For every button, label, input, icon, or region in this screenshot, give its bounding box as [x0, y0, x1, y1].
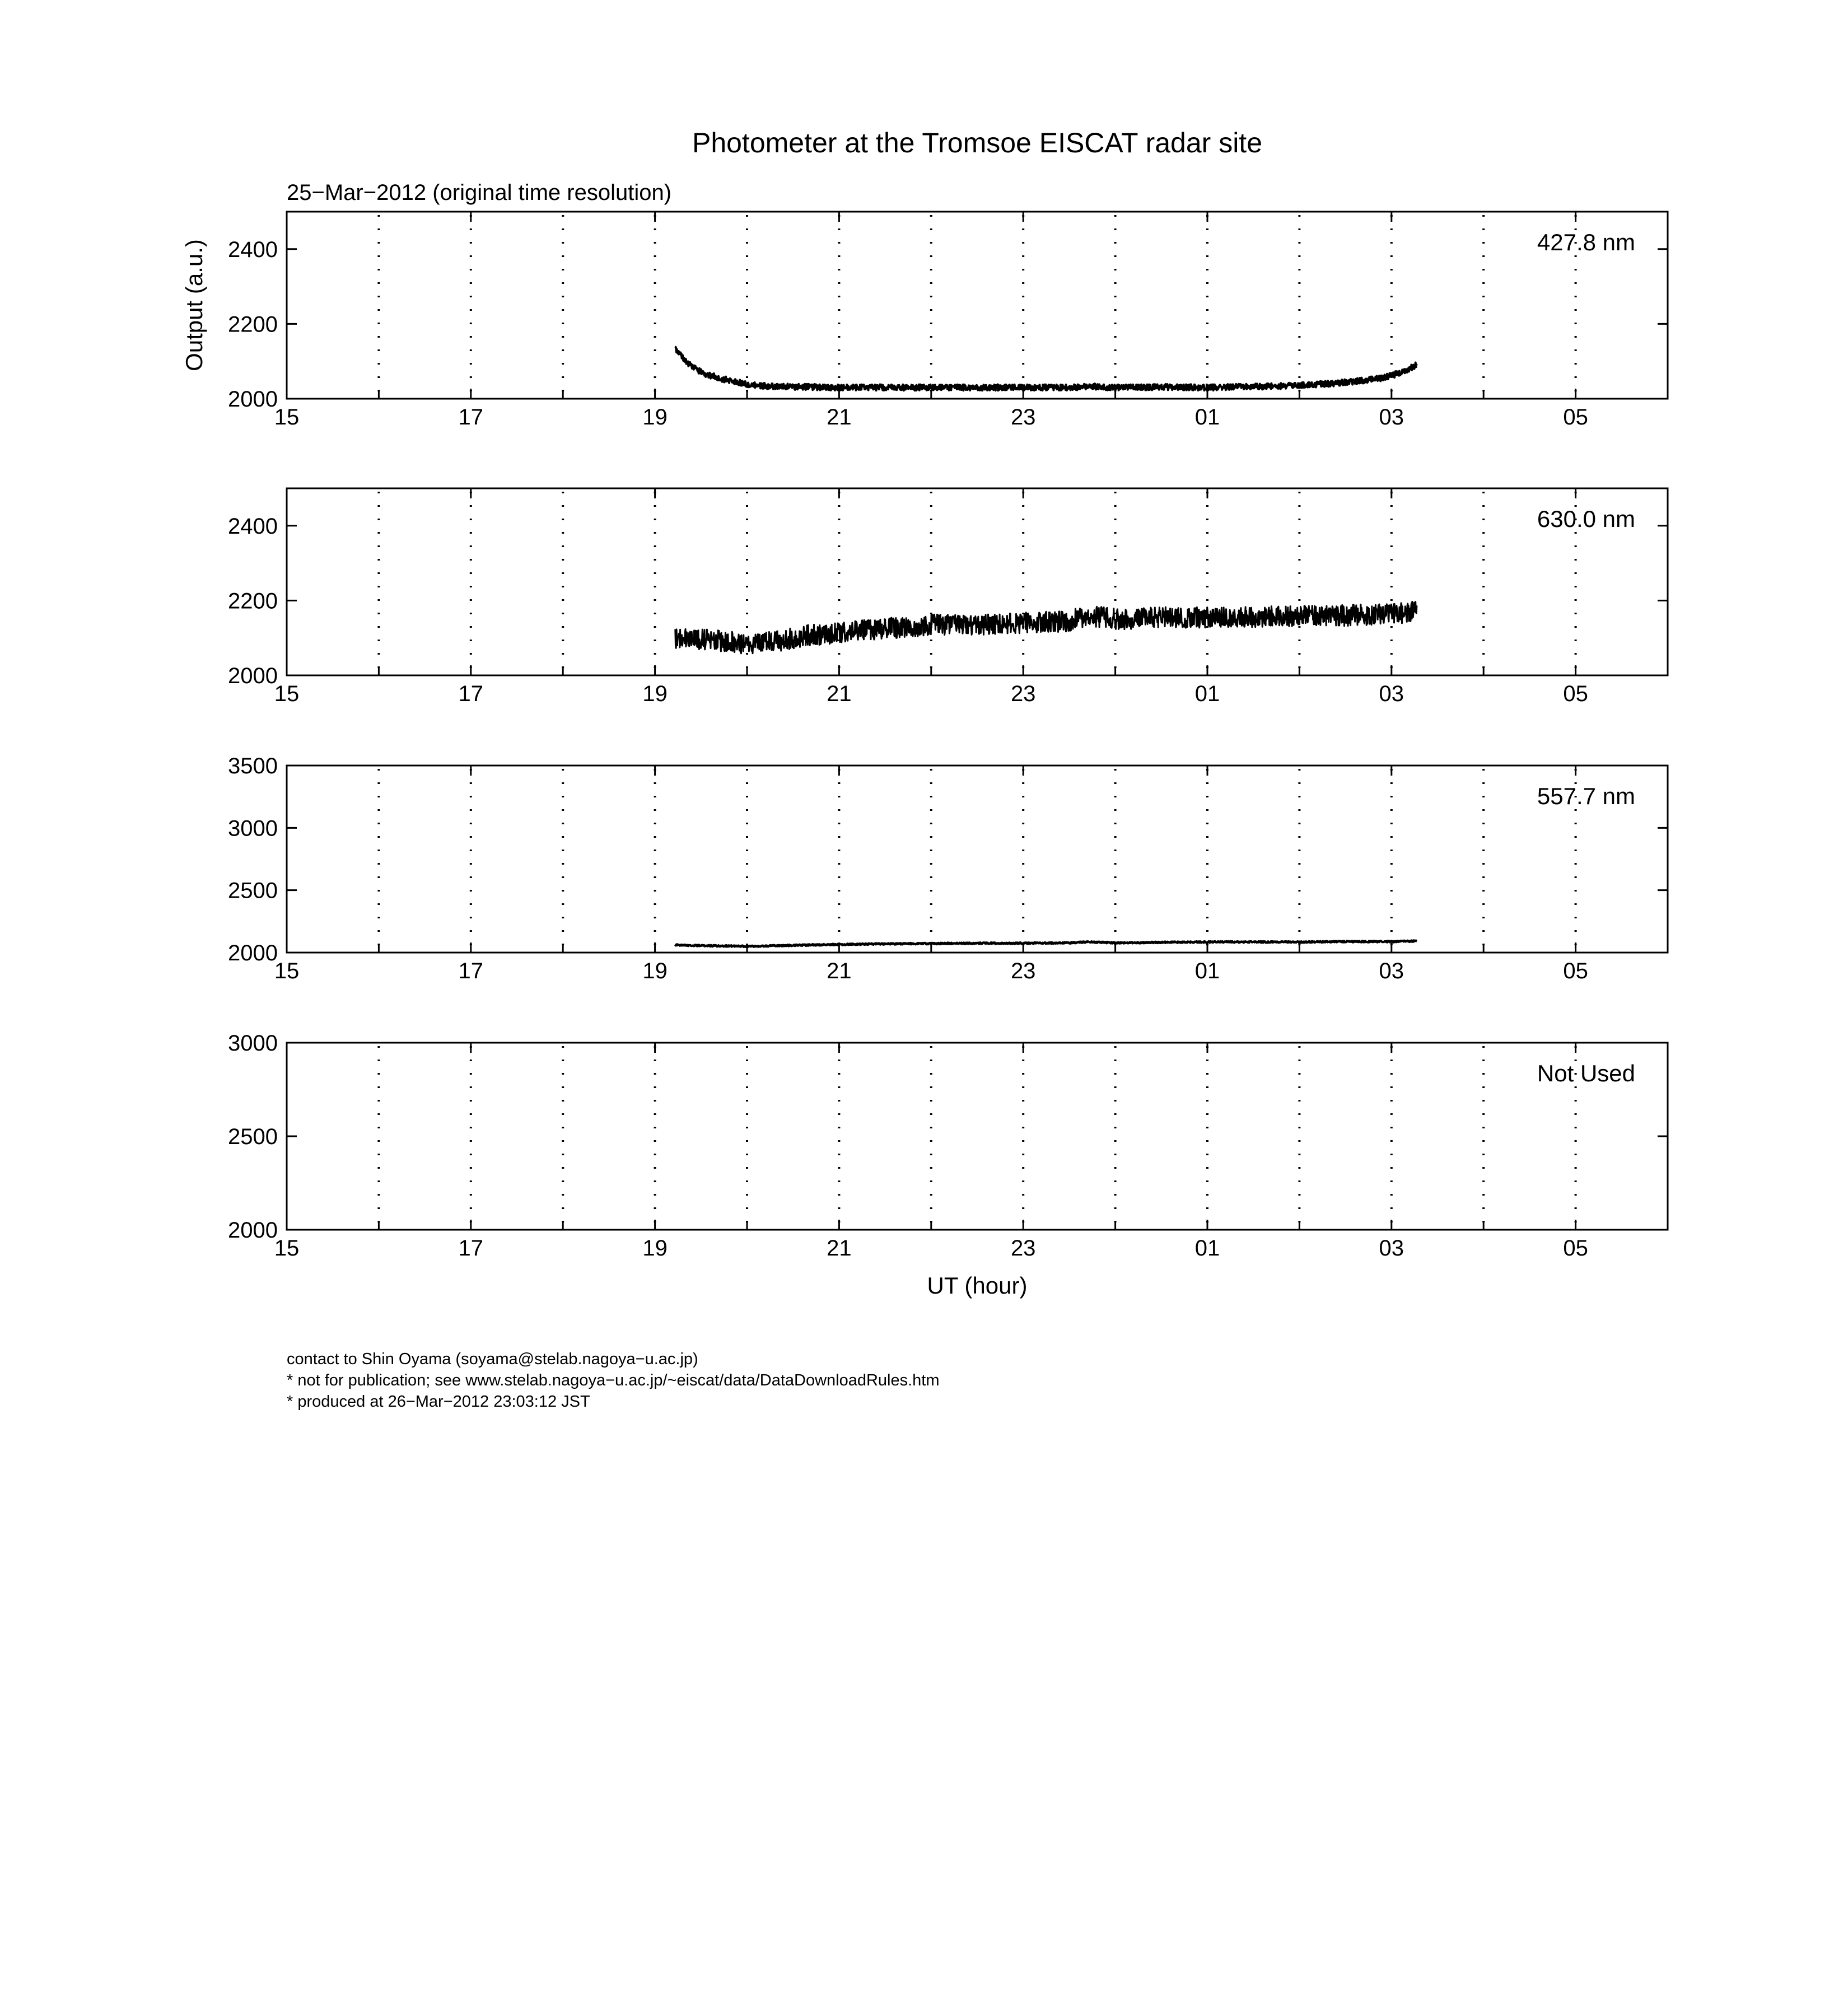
y-tick-label: 2000	[228, 941, 278, 965]
x-tick-label: 21	[827, 1236, 852, 1261]
y-tick-label: 2200	[228, 312, 278, 337]
footer-contact: contact to Shin Oyama (soyama@stelab.nagoya−u.ac.jp)	[287, 1350, 698, 1368]
panel-label: Not Used	[1537, 1060, 1635, 1086]
x-tick-label: 23	[1010, 1236, 1036, 1261]
y-tick-label: 3000	[228, 816, 278, 841]
x-tick-label: 17	[458, 682, 484, 706]
x-tick-label: 17	[458, 959, 484, 983]
x-tick-label: 15	[274, 959, 300, 983]
x-tick-label: 03	[1379, 1236, 1404, 1261]
x-tick-label: 05	[1563, 1236, 1588, 1261]
plot-frame	[287, 212, 1668, 399]
series-trace	[675, 347, 1417, 391]
x-tick-label: 01	[1194, 959, 1220, 983]
footer-produced-note: * produced at 26−Mar−2012 23:03:12 JST	[287, 1393, 590, 1411]
panel-label: 557.7 nm	[1537, 783, 1635, 809]
x-axis-label: UT (hour)	[927, 1272, 1028, 1299]
x-tick-label: 23	[1010, 959, 1036, 983]
x-tick-label: 01	[1194, 1236, 1220, 1261]
plot-frame	[287, 766, 1668, 953]
series-trace	[675, 601, 1417, 653]
y-tick-label: 2400	[228, 237, 278, 262]
footer-notes	[287, 1348, 940, 1412]
x-tick-label: 03	[1379, 405, 1404, 430]
x-tick-label: 05	[1563, 682, 1588, 706]
x-tick-label: 21	[827, 682, 852, 706]
x-tick-label: 23	[1010, 682, 1036, 706]
y-tick-label: 2500	[228, 878, 278, 903]
x-tick-label: 17	[458, 405, 484, 430]
chart-title: Photometer at the Tromsoe EISCAT radar site	[692, 127, 1263, 158]
x-tick-label: 01	[1194, 405, 1220, 430]
x-tick-label: 15	[274, 682, 300, 706]
x-tick-label: 03	[1379, 959, 1404, 983]
x-tick-label: 19	[642, 959, 668, 983]
chart-subtitle: 25−Mar−2012 (original time resolution)	[287, 180, 672, 205]
y-tick-label: 2200	[228, 589, 278, 614]
x-tick-label: 15	[274, 405, 300, 430]
plot-frame	[287, 488, 1668, 675]
y-tick-label: 2000	[228, 387, 278, 412]
panel-4	[228, 1031, 1668, 1261]
x-tick-label: 21	[827, 959, 852, 983]
x-tick-label: 05	[1563, 959, 1588, 983]
y-tick-label: 3500	[228, 754, 278, 778]
x-tick-label: 15	[274, 1236, 300, 1261]
y-tick-label: 2400	[228, 514, 278, 539]
x-tick-label: 19	[642, 682, 668, 706]
plot-frame	[287, 1043, 1668, 1230]
panels	[228, 212, 1668, 1261]
series-trace	[675, 940, 1417, 947]
y-tick-label: 2000	[228, 1218, 278, 1243]
y-tick-label: 2000	[228, 664, 278, 688]
footer-publication-note: * not for publication; see www.stelab.nagoya−u.ac.jp/~eiscat/data/DataDownloadRules.htm	[287, 1371, 940, 1389]
panel-1	[228, 212, 1668, 430]
x-tick-label: 19	[642, 405, 668, 430]
panel-2	[228, 488, 1668, 706]
y-tick-label: 2500	[228, 1124, 278, 1149]
x-tick-label: 21	[827, 405, 852, 430]
y-tick-label: 3000	[228, 1031, 278, 1056]
x-tick-label: 23	[1010, 405, 1036, 430]
panel-label: 427.8 nm	[1537, 229, 1635, 255]
y-axis-label: Output (a.u.)	[181, 239, 207, 371]
x-tick-label: 05	[1563, 405, 1588, 430]
x-tick-label: 01	[1194, 682, 1220, 706]
panel-3	[228, 754, 1668, 983]
x-tick-label: 17	[458, 1236, 484, 1261]
panel-label: 630.0 nm	[1537, 506, 1635, 532]
x-tick-label: 19	[642, 1236, 668, 1261]
x-tick-label: 03	[1379, 682, 1404, 706]
